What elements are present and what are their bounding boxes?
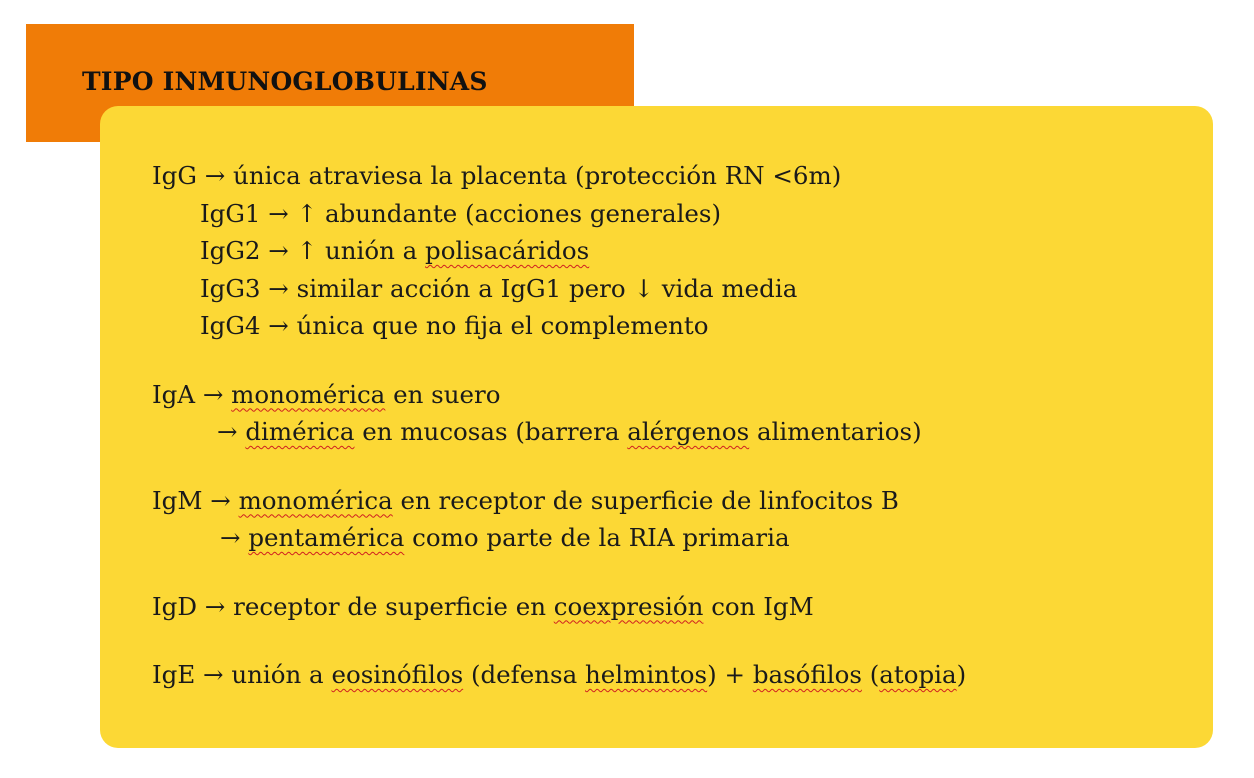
igg4-line: IgG4 → única que no fija el complemento	[200, 311, 709, 340]
igd-line: IgD → receptor de superficie en coexpresión con IgM	[152, 591, 814, 621]
spellcheck-word: basófilos	[752, 660, 862, 689]
spellcheck-word: dimérica	[245, 417, 355, 446]
iga-line-2: → dimérica en mucosas (barrera alérgenos alimentarios)	[217, 417, 922, 446]
spellcheck-word: monomérica	[238, 485, 393, 515]
spellcheck-word: polisacáridos	[425, 236, 590, 265]
immunoglobulin-list	[152, 157, 966, 694]
igg-line: IgG → única atraviesa la placenta (protección RN <6m)	[152, 161, 842, 190]
igm-line-2: → pentamérica como parte de la RIA primaria	[220, 523, 790, 552]
igg1-line: IgG1 → ↑ abundante (acciones generales)	[200, 198, 722, 228]
ige-line: IgE → unión a eosinófilos (defensa helmintos) + basófilos (atopia)	[152, 660, 967, 689]
spellcheck-word: pentamérica	[248, 523, 405, 552]
iga-line-1: IgA → monomérica en suero	[152, 379, 501, 409]
spellcheck-word: helmintos	[585, 660, 708, 689]
spellcheck-word: monomérica	[231, 379, 386, 409]
igg2-line: IgG2 → ↑ unión a polisacáridos	[200, 236, 590, 265]
spellcheck-word: alérgenos	[627, 417, 750, 446]
spellcheck-word: coexpresión	[553, 591, 704, 621]
igg3-line: IgG3 → similar acción a IgG1 pero ↓ vida media	[200, 273, 798, 303]
spellcheck-word: eosinófilos	[331, 660, 464, 689]
page-title: TIPO INMUNOGLOBULINAS	[82, 67, 488, 96]
spellcheck-word: atopia	[879, 660, 957, 689]
igm-line-1: IgM → monomérica en receptor de superficie de linfocitos B	[152, 485, 899, 515]
